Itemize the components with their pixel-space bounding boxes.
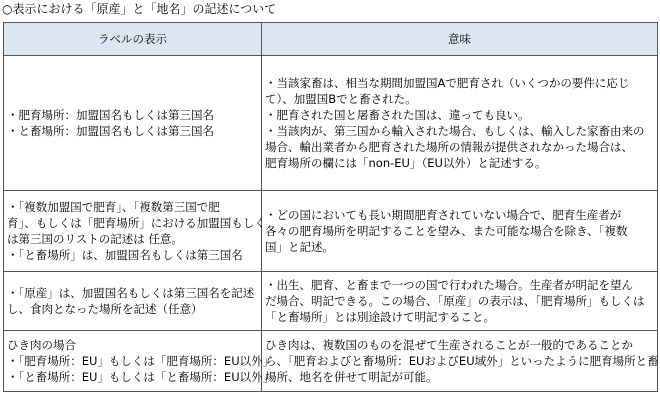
cell-line: ・どの国においても長い期間肥育されていない場合で、肥育生産者が [265,208,622,222]
column-header-label-display: ラベルの表示 [4,23,262,56]
meaning-cell [262,272,658,331]
cell-line: 国」と記述。 [265,240,334,254]
cell-line: 育」、もしくは「肥育場所」における加盟国もしく [7,216,266,230]
meaning-cell [262,56,658,191]
table-row [4,191,658,272]
cell-line: ひき肉は、複数国のものを混ぜて生産されることが一般的であることか [265,338,633,352]
cell-line: 肥育場所の欄には「non-EU」（EU以外）と記述する。 [265,156,547,170]
cell-line: ・「原産」は、加盟国名もしくは第三国名を記述 [7,286,255,300]
cell-line: て）、加盟国Bでと畜された。 [265,92,417,106]
cell-line: ・「肥育場所：EU」もしくは「肥育場所：EU以外」 [7,354,275,368]
label-cell [4,191,266,272]
cell-line: ・肥育された国と屠畜された国は、違っても良い。 [265,108,530,122]
cell-line: 場所、地名を併せて明記が可能。 [265,370,438,384]
cell-line: ・当該肉が、第三国から輸入された場合、もしくは、輸入した家畜由来の [265,124,645,138]
label-cell [4,331,275,392]
cell-line: 「と畜場所」とは別途設けて明記すること。 [265,310,495,324]
cell-line: ・「と畜場所」は、加盟国名もしくは第三国名 [7,248,243,262]
section-heading: ○表示における「原産」と「地名」の記述について [2,2,277,16]
cell-line: ・当該家畜は、相当な期間加盟国Aで肥育され（いくつかの要件に応じ [265,76,630,90]
meaning-cell [262,191,658,272]
table-row [4,331,658,392]
cell-line: ・「と畜場所：EU」もしくは「と畜場所：EU以外」 [7,370,275,384]
cell-line: ・と畜場所：加盟国名もしくは第三国名 [7,124,214,138]
cell-line: だ場合、明記できる。この場合、「原産」の表示は、「肥育場所」もしくは [265,294,645,308]
cell-line: ひき肉の場合 [7,338,76,352]
cell-line: し、食肉となった場所を記述（任意） [7,302,203,316]
label-cell [4,56,262,191]
cell-line: ・肥育場所：加盟国名もしくは第三国名 [7,108,214,122]
cell-line: ・「複数加盟国で肥育」、「複数第三国で肥 [7,200,220,214]
meaning-cell [262,331,658,392]
cell-line: は第三国のリストの記述は 任意。 [7,232,183,246]
label-meaning-table [3,22,658,392]
table-row [4,272,658,331]
label-cell [4,272,262,331]
cell-line: ら、「肥育およびと畜場所：EUおよびEU域外」といったように肥育場所と畜 [265,354,659,368]
table-header-row [4,23,658,56]
cell-line: ・出生、肥育、と畜まで一つの国で行われた場合。生産者が明記を望ん [265,278,633,292]
table-row [4,56,658,191]
cell-line: 場合、輸出業者から肥育された場所の情報が提供されなかった場合は、 [265,140,633,154]
cell-line: 各々の肥育場所を明記することを望み、また可能な場合を除き、「複数 [265,224,628,238]
column-header-meaning: 意味 [262,23,658,56]
